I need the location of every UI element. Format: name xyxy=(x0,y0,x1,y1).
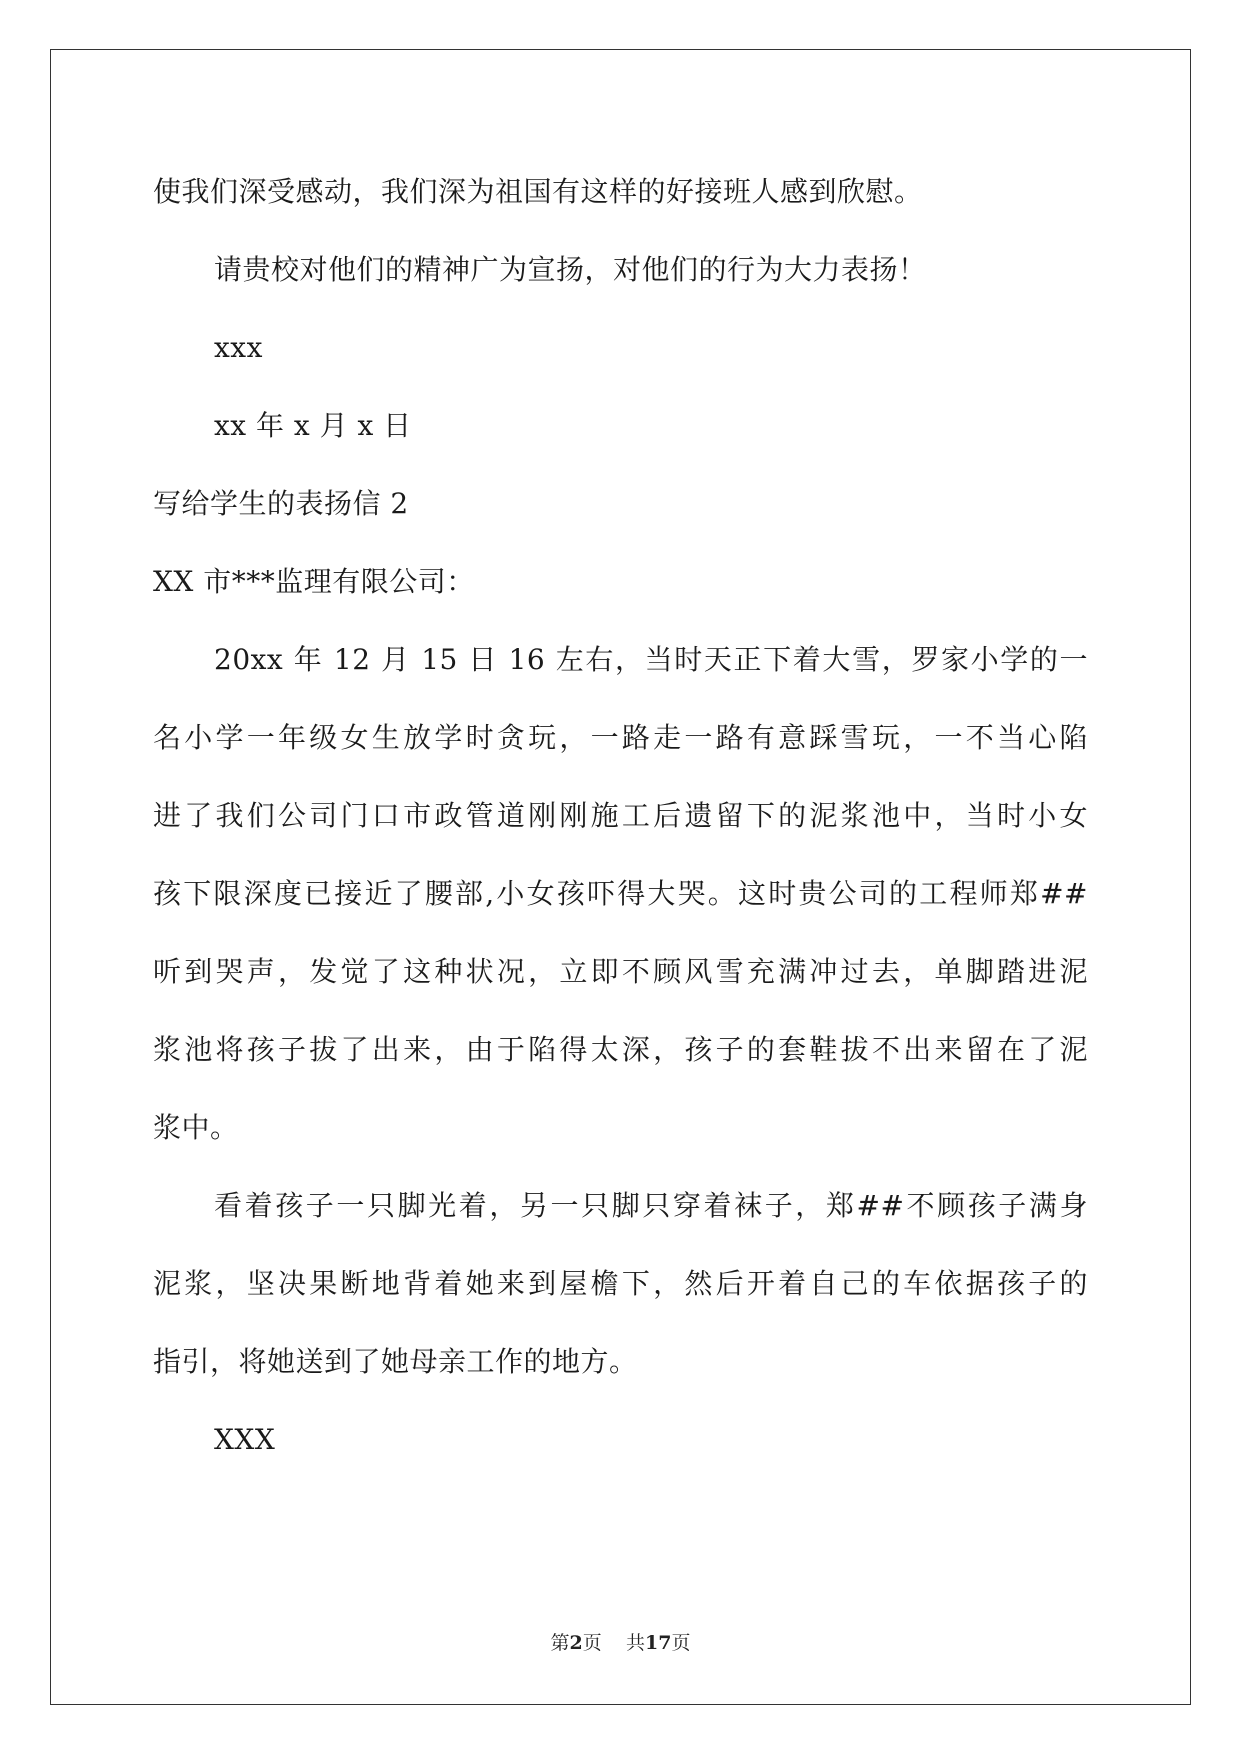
footer-page-word: 页 xyxy=(582,1632,602,1654)
text-line: 浆池将孩子拔了出来，由于陷得太深，孩子的套鞋拔不出来留在了泥 xyxy=(153,1033,1088,1066)
text-line: xx 年 x 月 x 日 xyxy=(214,409,412,442)
text-line: 20xx 年 12 月 15 日 16 左右，当时天正下着大雪，罗家小学的一 xyxy=(214,643,1088,676)
text-line: 写给学生的表扬信 2 xyxy=(153,487,409,520)
text-line: 进了我们公司门口市政管道刚刚施工后遗留下的泥浆池中，当时小女 xyxy=(153,799,1088,832)
footer-total-suffix: 页 xyxy=(671,1632,691,1654)
footer-total-prefix: 共 xyxy=(625,1632,645,1654)
text-line: 名小学一年级女生放学时贪玩，一路走一路有意踩雪玩，一不当心陷 xyxy=(153,721,1088,754)
text-line: 孩下限深度已接近了腰部,小女孩吓得大哭。这时贵公司的工程师郑## xyxy=(153,877,1088,910)
text-line: 泥浆，坚决果断地背着她来到屋檐下，然后开着自己的车依据孩子的 xyxy=(153,1267,1088,1300)
text-line: 看着孩子一只脚光着，另一只脚只穿着袜子，郑##不顾孩子满身 xyxy=(214,1189,1088,1222)
current-page-number: 2 xyxy=(569,1632,583,1654)
page-footer xyxy=(0,1628,1241,1655)
total-page-count: 17 xyxy=(644,1632,672,1654)
text-line: XX 市***监理有限公司： xyxy=(153,565,475,598)
text-line: xxx xyxy=(214,331,263,364)
footer-prefix: 第 xyxy=(550,1632,570,1654)
text-line: 指引，将她送到了她母亲工作的地方。 xyxy=(153,1345,638,1378)
text-line: 使我们深受感动，我们深为祖国有这样的好接班人感到欣慰。 xyxy=(153,175,923,208)
text-line: XXX xyxy=(214,1423,276,1456)
text-line: 请贵校对他们的精神广为宣扬，对他们的行为大力表扬！ xyxy=(214,253,927,286)
letter-body xyxy=(153,160,1088,1486)
text-line: 浆中。 xyxy=(153,1111,239,1144)
text-line: 听到哭声，发觉了这种状况，立即不顾风雪充满冲过去，单脚踏进泥 xyxy=(153,955,1088,988)
